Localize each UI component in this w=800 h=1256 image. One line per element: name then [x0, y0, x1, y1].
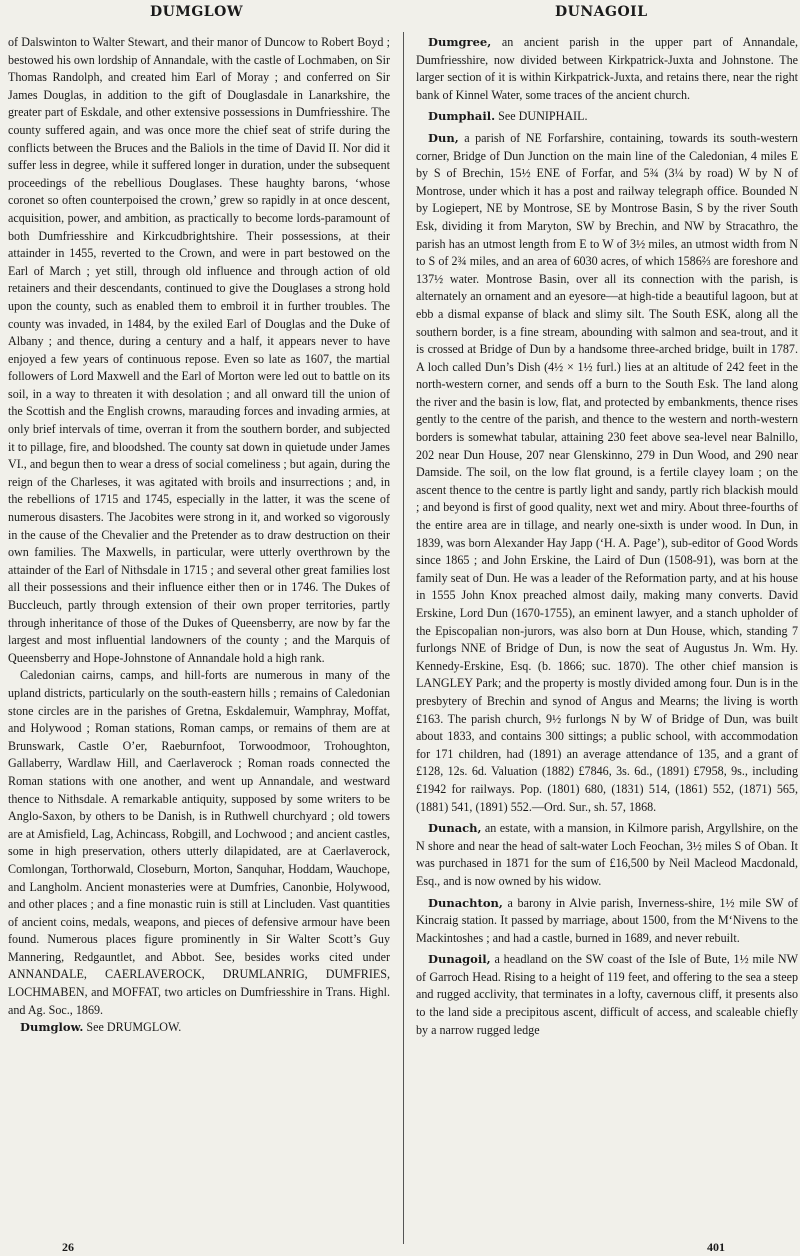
entry-text: a parish of NE Forfarshire, containing, towards its south-western corner, Bridge of Dun Junction on the main line of the Caledonian, 4 miles E by S of Brechin, 15½ ENE of Forfar, and 5¾ (3¼ by road) W by N of Montrose, under which it has a post and railway telegraph office. Bounded N by Logiepert, NE by Montrose, SE by Montrose Basin, S by the river South Esk, dividing it from Maryton, SW by Brechin, and NW by Stracathro, the parish has an utmost length from E to W of 3½ miles, an utmost width from N to S of 2¾ miles, and an area of 6030 acres, of which 1586⅔ are foreshore and 137½ water. Montrose Basin, over all its connection with the parish, is alternately an ornament and an eyesore—at high-tide a beautiful lagoon, but at ebb a dismal expanse of black and slimy silt. The South ESK, along all the southern border, is a fine stream, abounding with salmon and sea-trout, and it is crossed at Bridge of Dun by a handsome three-arched bridge, built in 1787. A loch called Dun’s Dish (4½ × 1½ furl.) lies at an altitude of 242 feet in the north-western corner, and sends off a burn to the South Esk. The land along the river and the basin is low, flat, and protected by embankments, thence rises gently to the centre of the parish, and thence to the western and north-western borders is somewhat tabular, attaining 230 feet above sea-level near Balnillo, 202 near Dun House, 207 near Glenskinno, 279 in Dun Wood, and 290 near Damside. The soil, on the low flat ground, is a fertile clayey loam ; on the ascent thence to the centre is partly light and sandy, partly rich blackish mould ; and beyond is first of good quality, next wet and miry. About three-fourths of the entire area are in tillage, and nearly one-sixth is under wood. In Dun, in 1839, was born Alexander Hay Japp (‘H. A. Page’), sub-editor of Good Words since 1865 ; and John Erskine, the Laird of Dun (1508-91), was born at the family seat of Dun. He was a leader of the Reformation party, and at his house in 1555 John Knox preached almost daily, making many converts. David Erskine, Lord Dun (1670-1755), an eminent lawyer, and a stanch upholder of the Episcopalian non-jurors, was also born at Dun House, which, standing 7 furlongs NNE of Bridge of Dun, is now the seat of Augustus Jn. Wm. Hy. Kennedy-Erskine, Esq. (b. 1866; suc. 1870). The other chief mansion is LANGLEY Park; and the property is mostly divided among four. Dun is in the presbytery of Brechin and synod of Angus and Mearns; the living is worth £163. The parish church, 9½ furlongs N by W of Bridge of Dun, was built about 1833, and contains 300 sittings; a public school, with accommodation for 171 children, had (1891) an average attendance of 135, and a grant of £128, 12s. 6d. Valuation (1882) £7846, 3s. 6d., (1891) £7958, 9s., including £1942 for railways. Pop. (1801) 680, (1831) 514, (1861) 552, (1871) 565, (1881) 541, (1891) 552.—Ord. Sur., sh. 57, 1868.: [416, 130, 798, 814]
entry-dumphail: [416, 108, 798, 126]
entry-text: an estate, with a mansion, in Kilmore parish, Argyllshire, on the N shore and near the head of salt-water Loch Feochan, 3½ miles S of Oban. It was purchased in 1871 for the sum of £16,500 by Neil Macleod Macdonald, Esq., and is now owned by his widow.: [416, 821, 798, 888]
entry-text: a barony in Alvie parish, Inverness-shire, 1½ mile SW of Kincraig station. It passed by marriage, about 1500, from the M‘Nivens to the Mackintoshes ; and had a castle, burned in 1689, and never rebuilt.: [416, 895, 798, 945]
running-head-left: DUMGLOW: [150, 4, 244, 20]
entry-term: Dunach,: [428, 821, 482, 836]
entry-dun: [416, 130, 798, 816]
entry-dunagoil: [416, 951, 798, 1039]
dumfriesshire-antiquities-paragraph: Caledonian cairns, camps, and hill-forts are numerous in many of the upland districts, particularly on the south-eastern hills ; remains of Caledonian stone circles are in the parishes of Gretna, Eskdalemuir, Wamphray, Moffat, and Holywood ; Roman stations, Roman camps, or remains of them are at Brunswark, Castle O’er, Raeburnfoot, Torwoodmoor, Trohoughton, Gallaberry, Wardlaw Hill, and Caerlaverock ; Roman roads connected the Roman stations with one another, and went up Annandale, and westward thence to Nithsdale. A remarkable antiquity, supposed by some writers to be Anglo-Saxon, by others to be Danish, is in Ruthwell churchyard ; old towers are at Amisfield, Lag, Achincass, Robgill, and Lochwood ; and ancient castles, some in high preservation, others utterly dilapidated, are at Caerlaverock, Comlongan, Torthorwald, Closeburn, Morton, Sanquhar, Hoddam, Wauchope, and Langholm. Ancient monasteries were at Dumfries, Canonbie, Holywood, and other places ; and a fine monastic ruin is still at Lincluden. Vast quantities of ancient coins, medals, weapons, and pieces of defensive armour have been found. Numerous places figure prominently in Sir Walter Scott’s Guy Mannering, Redgauntlet, and Abbot. See, besides works cited under ANNANDALE, CAERLAVEROCK, DRUMLANRIG, DUMFRIES, LOCHMABEN, and MOFFAT, two articles on Dumfriesshire in Trans. Highl. and Ag. Soc., 1869.: [8, 668, 390, 1017]
column-divider: [403, 32, 404, 1244]
entry-dunach: [416, 820, 798, 890]
entry-dumglow: [8, 1019, 390, 1037]
left-column: [8, 34, 390, 1239]
entry-term: Dun,: [428, 130, 459, 145]
right-column: [416, 34, 798, 1239]
page-number-left: 26: [62, 1240, 74, 1254]
page-number-right: 401: [707, 1240, 725, 1254]
entry-text: See DRUMGLOW.: [86, 1020, 182, 1035]
entry-term: Dunachton,: [428, 895, 503, 910]
entry-text: a headland on the SW coast of the Isle of Bute, 1½ mile NW of Garroch Head. Rising to a height of 119 feet, and offering to the sea a steep and rugged acclivity, that terminates in a lofty, cavernous cliff, it presents also to the land side a precipitous ascent, difficult of access, and scaleable chiefly by a narrow rugged ledge: [416, 952, 798, 1037]
dumfriesshire-history-paragraph: of Dalswinton to Walter Stewart, and their manor of Duncow to Robert Boyd ; bestowed his own lordship of Annandale, with the castle of Lochmaben, on Sir Thomas Randolph, and created him Earl of Moray ; and conferred on Sir James Douglas, in addition to the gift of Douglasdale in Lanarkshire, the greater part of Eskdale, and other extensive possessions in Dumfriesshire. The county suffered again, and was once more the chief seat of strife during the conflicts between the Bruces and the Baliols in the time of David II. Nor did it suffer less in degree, while it suffered longer in duration, under the subsequent proceedings of the rebellious Douglases. These haughty barons, ‘whose coronet so often counterpoised the crown,’ grew so rapidly in at once descent, acquisition, power, and ambition, as practically to become lords-paramount of both Dumfriesshire and Kirkcudbrightshire. Their possessions, at their attainder in 1455, reverted to the Crown, and were in part bestowed on the Earl of March ; yet still, through old influence and through action of old retainers and their descendants, continued to give the Douglases a strong hold upon the county, such as enabled them to embroil it in further troubles. The county was invaded, in 1484, by the exiled Earl of Douglas and the Duke of Albany ; and thence, during a century and a half, it appears never to have enjoyed a few years of continuous repose. Even so late as 1607, the martial followers of Lord Maxwell and the Earl of Morton were led out to battle on its soil, in a way to threaten it with desolation ; and all onward till the union of the Scottish and the English crowns, marauding forces and invading armies, at only brief intervals of time, overran it from the southern border, and subjected it to pillage, fire, and bloodshed. The county sat down in quietude under James VI., and begun then to wear a dress of social comeliness ; but again, during the reign of the Charleses, it was agitated with broils and insurrections ; and, in the rebellions of 1715 and 1745, especially in the latter, it was the scene of numerous disasters. The Jacobites were strong in it, and worked so vigorously in the cause of the Chevalier and the Pretender as to draw destruction on their own families. The Maxwells, in particular, were utterly overthrown by the attainder of the Earl of Nithsdale in 1715 ; and several other great families lost all their possessions and their influence either then or in 1746. The Dukes of Buccleuch, partly through extension of their own proper territories, partly through inheritance of those of the Dukes of Queensberry, are now by far the largest and most influential landowners of the county ; and the Marquis of Queensberry and Hope-Johnstone of Annandale hold a high rank.: [8, 35, 390, 665]
entry-text: an ancient parish in the upper part of Annandale, Dumfriesshire, now divided between Kirkpatrick-Juxta and Johnstone. The larger section of it is within Kirkpatrick-Juxta, and retains there, near the right bank of Kinnel Water, some traces of the ancient church.: [416, 35, 798, 102]
entry-term: Dunagoil,: [428, 952, 491, 967]
entry-dumgree: [416, 34, 798, 104]
entry-dunachton: [416, 895, 798, 948]
entry-term: Dumphail.: [428, 109, 496, 124]
entry-text: See DUNIPHAIL.: [498, 109, 588, 124]
entry-term: Dumglow.: [20, 1020, 84, 1035]
entry-term: Dumgree,: [428, 35, 492, 49]
running-head-right: DUNAGOIL: [555, 4, 648, 20]
